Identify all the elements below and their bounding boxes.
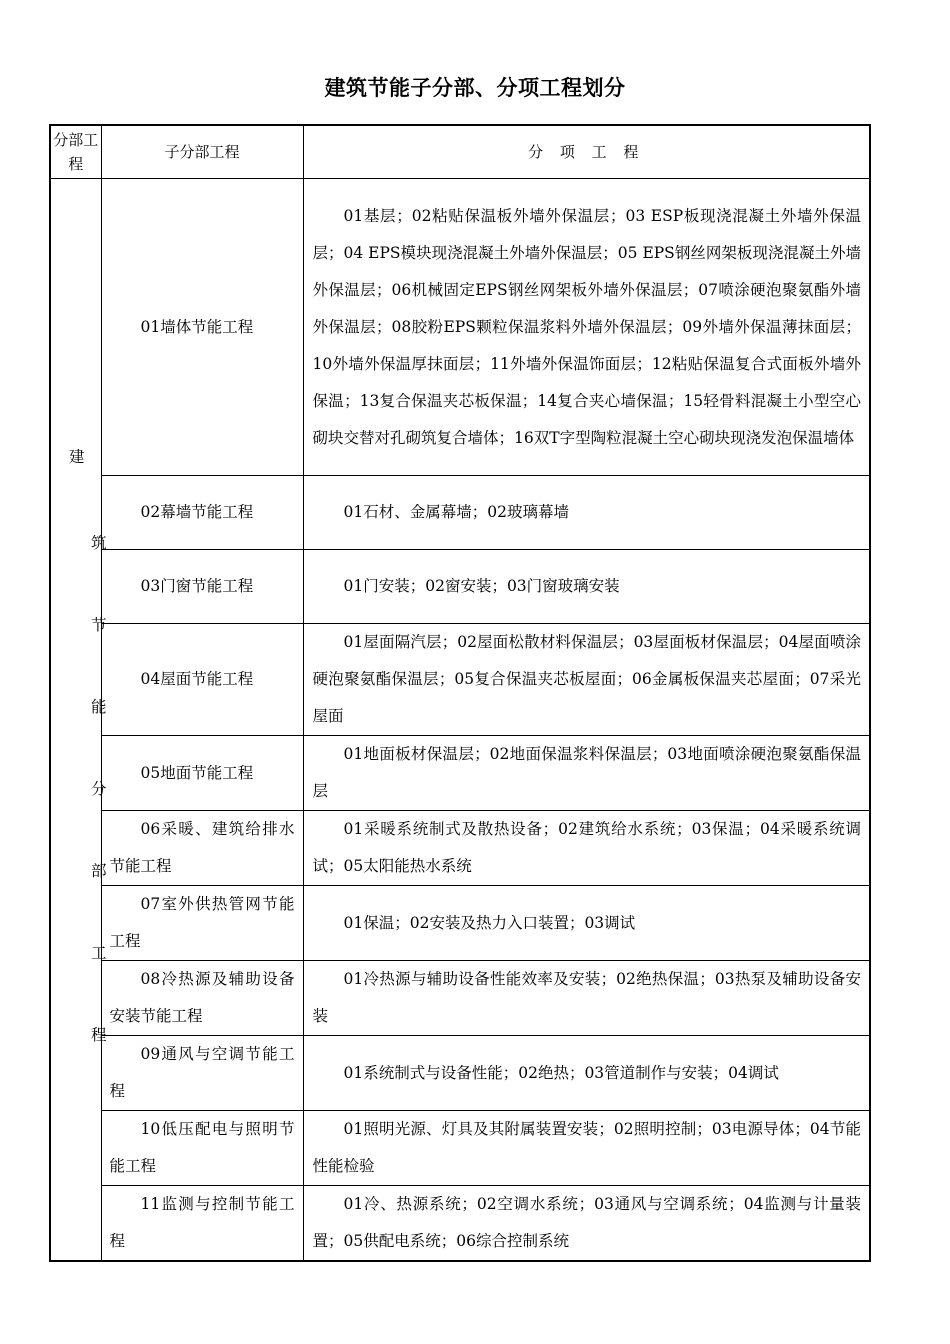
items-cell: 01门安装；02窗安装；03门窗玻璃安装 — [303, 550, 870, 624]
items-cell: 01屋面隔汽层；02屋面松散材料保温层；03屋面板材保温层；04屋面喷涂硬泡聚氨酯保温层；05复合保温夹芯板屋面；06金属板保温夹芯屋面；07采光屋面 — [303, 624, 870, 736]
division-char: 程 — [91, 1026, 107, 1044]
division-table — [49, 124, 871, 1262]
items-cell: 01冷、热源系统；02空调水系统；03通风与空调系统；04监测与计量装置；05供配电系统；06综合控制系统 — [303, 1186, 870, 1262]
items-cell: 01保温；02安装及热力入口装置；03调试 — [303, 886, 870, 961]
items-cell: 01冷热源与辅助设备性能效率及安装；02绝热保温；03热泵及辅助设备安装 — [303, 961, 870, 1036]
items-cell: 01采暖系统制式及散热设备；02建筑给水系统；03保温；04采暖系统调试；05太阳能热水系统 — [303, 811, 870, 886]
subdivision-cell: 06采暖、建筑给排水节能工程 — [101, 811, 303, 886]
subdivision-cell: 11监测与控制节能工程 — [101, 1186, 303, 1262]
division-char: 部 — [91, 862, 107, 880]
header-subdivision: 子分部工程 — [101, 125, 303, 179]
table-header-row — [50, 125, 870, 179]
subdivision-cell: 04屋面节能工程 — [101, 624, 303, 736]
table-row — [50, 1111, 870, 1186]
division-char: 筑 — [91, 534, 107, 552]
items-cell: 01基层；02粘贴保温板外墙外保温层；03 ESP板现浇混凝土外墙外保温层；04 EPS模块现浇混凝土外墙外保温层；05 EPS钢丝网架板现浇混凝土外墙外保温层；06机械固定EPS钢丝网架板外墙外保温层；07喷涂硬泡聚氨酯外墙外保温层；08胶粉EPS颗粒保温浆料外墙外保温层；09外墙外保温薄抹面层；10外墙外保温厚抹面层；11外墙外保温饰面层；12粘贴保温复合式面板外墙外保温；13复合保温夹芯板保温；14复合夹心墙保温；15轻骨料混凝土小型空心砌块交替对孔砌筑复合墙体；16双T字型陶粒混凝土空心砌块现浇发泡保温墙体 — [303, 179, 870, 476]
items-cell: 01石材、金属幕墙；02玻璃幕墙 — [303, 476, 870, 550]
division-char: 能 — [91, 698, 107, 716]
subdivision-cell: 09通风与空调节能工程 — [101, 1036, 303, 1111]
items-cell: 01系统制式与设备性能；02绝热；03管道制作与安装；04调试 — [303, 1036, 870, 1111]
division-char: 建 — [69, 448, 85, 466]
table-row — [50, 1036, 870, 1111]
header-items: 分 项 工 程 — [303, 125, 870, 179]
subdivision-cell: 08冷热源及辅助设备安装节能工程 — [101, 961, 303, 1036]
document-title: 建筑节能子分部、分项工程划分 — [324, 75, 626, 100]
table-row — [50, 1186, 870, 1262]
subdivision-cell: 03门窗节能工程 — [101, 550, 303, 624]
division-char: 节 — [91, 616, 107, 634]
division-char: 分 — [91, 780, 107, 798]
subdivision-cell: 05地面节能工程 — [101, 736, 303, 811]
subdivision-cell: 07室外供热管网节能工程 — [101, 886, 303, 961]
table-row — [50, 550, 870, 624]
table-row — [50, 624, 870, 736]
table-row — [50, 811, 870, 886]
items-cell: 01地面板材保温层；02地面保温浆料保温层；03地面喷涂硬泡聚氨酯保温层 — [303, 736, 870, 811]
subdivision-cell: 02幕墙节能工程 — [101, 476, 303, 550]
subdivision-cell: 10低压配电与照明节能工程 — [101, 1111, 303, 1186]
subdivision-cell: 01墙体节能工程 — [101, 179, 303, 476]
items-cell: 01照明光源、灯具及其附属装置安装；02照明控制；03电源导体；04节能性能检验 — [303, 1111, 870, 1186]
table-row — [50, 179, 870, 476]
header-division: 分部工程 — [50, 125, 101, 179]
division-char: 工 — [91, 944, 107, 962]
table-row — [50, 961, 870, 1036]
table-row — [50, 736, 870, 811]
table-row — [50, 476, 870, 550]
table-row — [50, 886, 870, 961]
division-cell — [50, 179, 107, 1262]
